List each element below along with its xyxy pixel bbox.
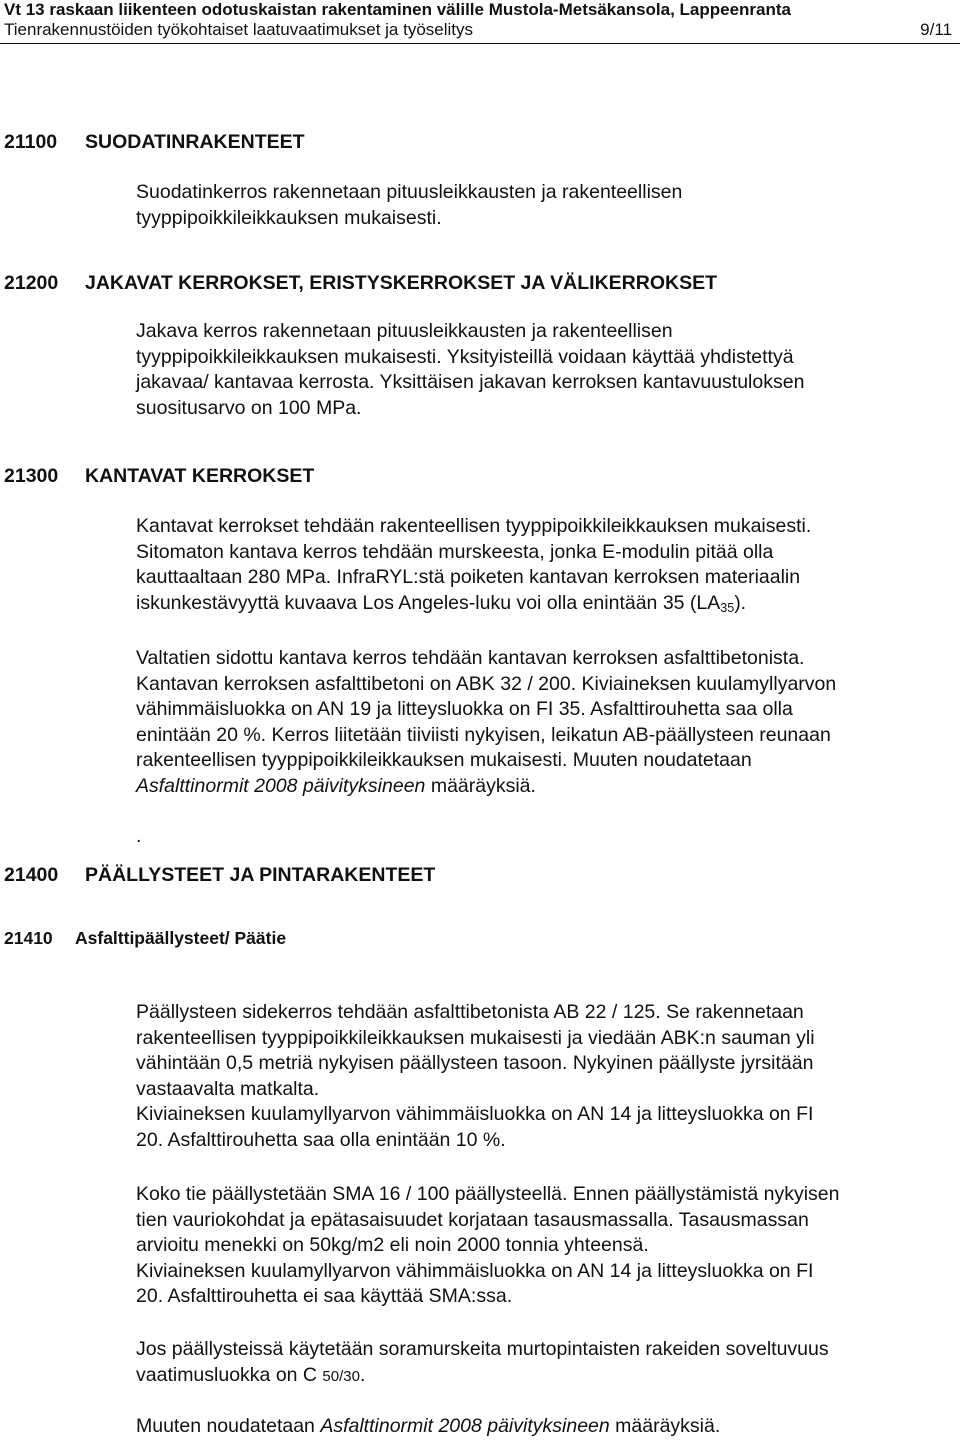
- section-code-21100: 21100: [4, 131, 58, 153]
- body-line: Kiviaineksen kuulamyllyarvon vähimmäisluokka on AN 14 ja litteysluokka on FI: [136, 1259, 814, 1282]
- section-21410-paragraph-2: [136, 1182, 936, 1310]
- class-value: 50/30: [322, 1367, 360, 1385]
- body-line: vähintään 0,5 metriä nykyisen päällysteen tasoon. Nykyinen päällyste jyrsitään: [136, 1052, 814, 1075]
- section-code-21300: 21300: [4, 465, 59, 487]
- body-line: Jos päällysteissä käytetään soramurskeita murtopintaisten rakeiden soveltuvuus: [136, 1338, 829, 1360]
- body-text: ).: [734, 591, 747, 614]
- body-line: tyyppipoikkileikkauksen mukaisesti. Yksityisteillä voidaan käyttää yhdistettyä: [136, 345, 794, 368]
- body-line: Kantavat kerrokset tehdään rakenteellisen tyyppipoikkileikkauksen mukaisesti.: [136, 515, 812, 537]
- section-code-21200: 21200: [4, 272, 59, 294]
- section-21300-paragraph-1: [136, 514, 936, 621]
- section-heading-21100: SUODATINRAKENTEET: [85, 131, 305, 153]
- body-line: 20. Asfalttirouhetta ei saa käyttää SMA:ssa.: [136, 1285, 513, 1308]
- body-line: rakenteellisen tyyppipoikkileikkauksen mukaisesti ja viedään ABK:n sauman yli: [136, 1026, 815, 1049]
- section-code-21410: 21410: [4, 928, 53, 948]
- section-code-21400: 21400: [4, 864, 59, 886]
- section-21410-paragraph-4: [136, 1414, 936, 1440]
- body-line: Kiviaineksen kuulamyllyarvon vähimmäisluokka on AN 14 ja litteysluokka on FI: [136, 1103, 814, 1126]
- body-text: määräyksiä.: [609, 1415, 721, 1437]
- body-line: tyyppipoikkileikkauksen mukaisesti.: [136, 206, 442, 229]
- body-line: jakavaa/ kantavaa kerrosta. Yksittäisen jakavan kerroksen kantavuustuloksen: [136, 371, 805, 394]
- section-21410-paragraph-1: [136, 1000, 936, 1154]
- section-heading-21200: JAKAVAT KERROKSET, ERISTYSKERROKSET JA VÄLIKERROKSET: [85, 272, 718, 294]
- body-line: Koko tie päällystetään SMA 16 / 100 päällysteellä. Ennen päällystämistä nykyisen: [136, 1183, 840, 1205]
- subscript-35: 35: [720, 600, 735, 615]
- body-line: arvioitu menekki on 50kg/m2 eli noin 2000 tonnia yhteensä.: [136, 1234, 649, 1257]
- section-21300-paragraph-2: [136, 646, 936, 800]
- body-text: määräyksiä.: [425, 774, 536, 797]
- body-line: Jakava kerros rakennetaan pituusleikkausten ja rakenteellisen: [136, 320, 673, 342]
- header-divider: [0, 43, 960, 44]
- stray-period: .: [136, 825, 142, 847]
- body-text: Muuten noudatetaan: [136, 1415, 321, 1437]
- section-21100-body: [136, 180, 936, 231]
- section-21200-body: [136, 319, 936, 421]
- body-line: kauttaaltaan 280 MPa. InfraRYL:stä poiketen kantavan kerroksen materiaalin: [136, 566, 801, 589]
- body-line: [136, 591, 936, 622]
- body-line: 20. Asfalttirouhetta saa olla enintään 10 %.: [136, 1128, 506, 1151]
- body-line: Sitomaton kantava kerros tehdään murskeesta, jonka E-modulin pitää olla: [136, 540, 774, 563]
- section-heading-21410: Asfalttipäällysteet/ Päätie: [75, 928, 287, 948]
- italic-reference: Asfalttinormit 2008 päivityksineen: [320, 1415, 610, 1437]
- section-heading-21300: KANTAVAT KERROKSET: [85, 465, 315, 487]
- document-title: Vt 13 raskaan liikenteen odotuskaistan rakentaminen välille Mustola-Metsäkansola, Lappeenranta: [4, 0, 791, 19]
- body-text: iskunkestävyyttä kuvaava Los Angeles-luku voi olla enintään 35 (LA: [136, 591, 721, 614]
- body-line: suositusarvo on 100 MPa.: [136, 396, 362, 419]
- body-line: Valtatien sidottu kantava kerros tehdään kantavan kerroksen asfalttibetonista.: [136, 647, 805, 669]
- body-text: vaatimusluokka on C: [136, 1363, 323, 1386]
- body-line: vastaavalta matkalta.: [136, 1077, 320, 1100]
- body-line: tien vauriokohdat ja epätasaisuudet korjataan tasausmassalla. Tasausmassan: [136, 1208, 809, 1231]
- body-line: rakenteellisen tyyppipoikkileikkauksen mukaisesti. Muuten noudatetaan: [136, 749, 752, 772]
- italic-reference: Asfalttinormit 2008 päivityksineen: [136, 774, 426, 797]
- body-line: enintään 20 %. Kerros liitetään tiiviisti nykyisen, leikatun AB-päällysteen reunaan: [136, 723, 831, 746]
- page-number: 9/11: [920, 20, 952, 39]
- body-line: Suodatinkerros rakennetaan pituusleikkausten ja rakenteellisen: [136, 181, 683, 203]
- body-line: Kantavan kerroksen asfalttibetoni on ABK 32 / 200. Kiviaineksen kuulamyllyarvon: [136, 672, 837, 695]
- section-21410-paragraph-3: [136, 1337, 936, 1389]
- body-line: [136, 1363, 936, 1390]
- body-line: [136, 1414, 936, 1440]
- body-text: .: [359, 1363, 366, 1386]
- body-line: [136, 774, 936, 800]
- section-heading-21400: PÄÄLLYSTEET JA PINTARAKENTEET: [85, 864, 436, 886]
- body-line: Päällysteen sidekerros tehdään asfalttibetonista AB 22 / 125. Se rakennetaan: [136, 1001, 804, 1023]
- document-subtitle: Tienrakennustöiden työkohtaiset laatuvaatimukset ja työselitys: [4, 20, 474, 39]
- body-line: vähimmäisluokka on AN 19 ja litteysluokka on FI 35. Asfalttirouhetta saa olla: [136, 698, 793, 721]
